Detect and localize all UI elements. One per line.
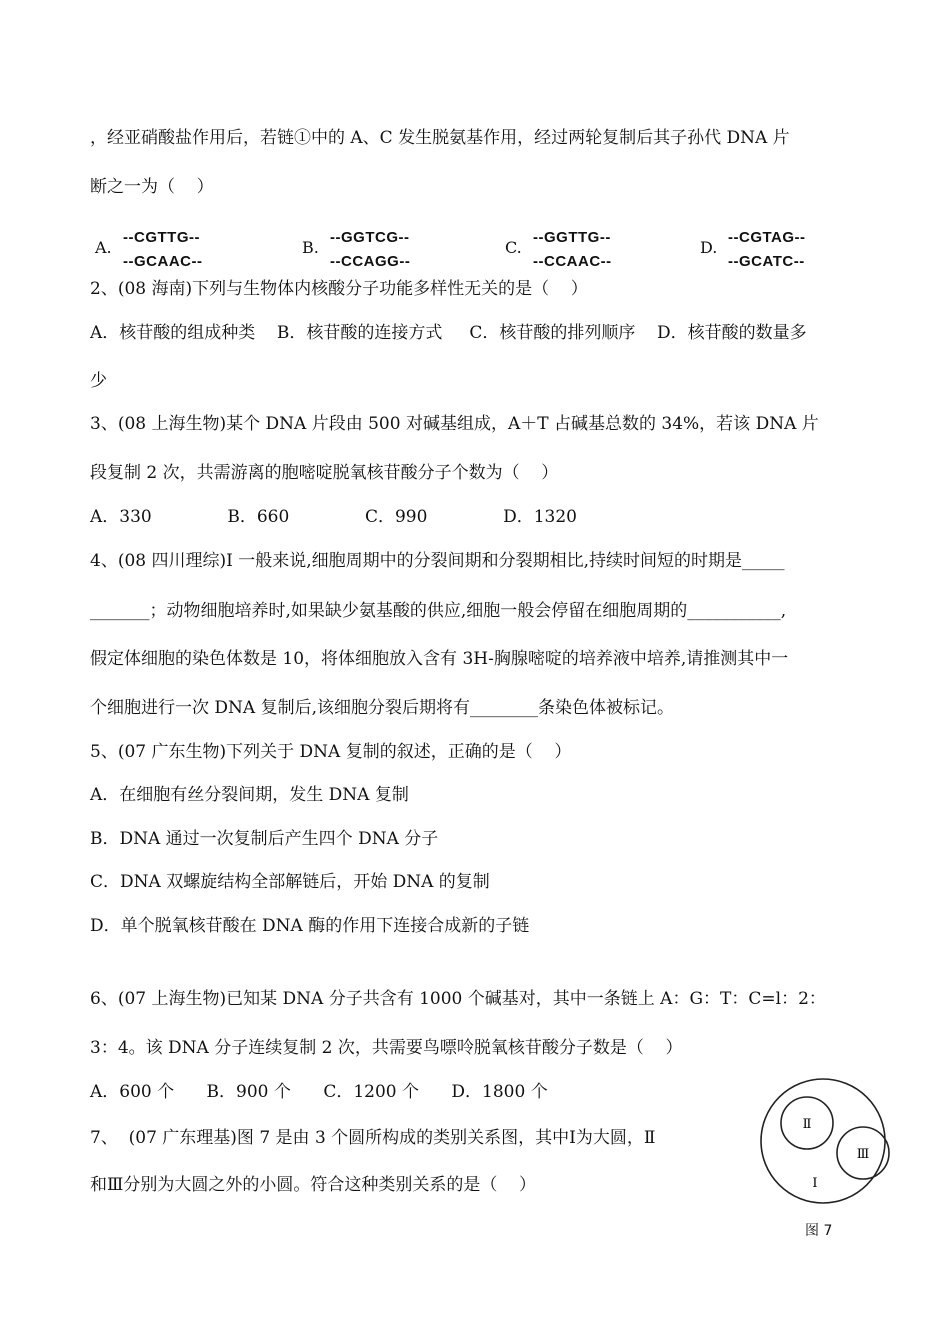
q7-stem-line2: 和Ⅲ分别为大圆之外的小圆。符合这种类别关系的是（ ） xyxy=(90,1175,537,1195)
q3-options: A．330 B．660 C．990 D．1320 xyxy=(90,507,577,527)
q2-options-line1: A．核苷酸的组成种类 B．核苷酸的连接方式 C．核苷酸的排列顺序 D．核苷酸的数量多 xyxy=(90,323,807,343)
q1-options xyxy=(95,226,855,276)
q5-option-c: C．DNA 双螺旋结构全部解链后，开始 DNA 的复制 xyxy=(90,872,490,892)
dna-strand-bottom: --CCAGG-- xyxy=(330,253,411,270)
q4-line1: 4、(08 四川理综)Ⅰ 一般来说,细胞周期中的分裂间期和分裂期相比,持续时间短的时期是_____ xyxy=(90,551,785,571)
q1-text-line2: 断之一为（ ） xyxy=(90,177,214,197)
label-small-left: Ⅱ xyxy=(802,1117,812,1132)
q3-stem-line1: 3、(08 上海生物)某个 DNA 片段由 500 对碱基组成，A＋T 占碱基总数的 34%，若该 DNA 片 xyxy=(90,414,819,434)
q2-stem: 2、(08 海南)下列与生物体内核酸分子功能多样性无关的是（ ） xyxy=(90,279,588,299)
dna-strand-top: --GGTTG-- xyxy=(533,229,611,246)
q6-stem-line2: 3：4。该 DNA 分子连续复制 2 次，共需要鸟嘌呤脱氧核苷酸分子数是（ ） xyxy=(90,1038,683,1058)
label-small-right: Ⅲ xyxy=(856,1147,870,1162)
q4-line2: _______；动物细胞培养时,如果缺少氨基酸的供应,细胞一般会停留在细胞周期的___________, xyxy=(90,601,787,621)
option-letter: D. xyxy=(700,238,718,257)
q2-options-line2: 少 xyxy=(90,371,107,391)
dna-strand-bottom: --GCAAC-- xyxy=(123,253,203,270)
q5-stem: 5、(07 广东生物)下列关于 DNA 复制的叙述，正确的是（ ） xyxy=(90,742,572,762)
option-letter: C. xyxy=(505,238,522,257)
figure-7 xyxy=(755,1075,895,1250)
circle-large xyxy=(761,1079,885,1203)
venn-diagram xyxy=(755,1075,895,1215)
q5-option-d: D．单个脱氧核苷酸在 DNA 酶的作用下连接合成新的子链 xyxy=(90,916,530,936)
option-letter: A. xyxy=(95,238,112,257)
q6-stem-line1: 6、(07 上海生物)已知某 DNA 分子共含有 1000 个碱基对，其中一条链上 A：G：T：C=l：2： xyxy=(90,989,826,1009)
dna-strand-bottom: --CCAAC-- xyxy=(533,253,612,270)
dna-strand-top: --CGTAG-- xyxy=(728,229,806,246)
q5-option-a: A．在细胞有丝分裂间期，发生 DNA 复制 xyxy=(90,785,409,805)
option-letter: B. xyxy=(302,238,319,257)
dna-strand-top: --GGTCG-- xyxy=(330,229,410,246)
q7-stem-line1: 7、 (07 广东理基)图 7 是由 3 个圆所构成的类别关系图，其中Ⅰ为大圆，Ⅱ xyxy=(90,1128,656,1148)
q6-options: A．600 个 B．900 个 C．1200 个 D．1800 个 xyxy=(90,1082,548,1102)
dna-strand-bottom: --GCATC-- xyxy=(728,253,805,270)
label-large: Ⅰ xyxy=(812,1176,818,1191)
q5-option-b: B．DNA 通过一次复制后产生四个 DNA 分子 xyxy=(90,829,439,849)
dna-strand-top: --CGTTG-- xyxy=(123,229,200,246)
q4-line3: 假定体细胞的染色体数是 10，将体细胞放入含有 3H-胸腺嘧啶的培养液中培养,请推测其中一 xyxy=(90,649,789,669)
figure-caption: 图 7 xyxy=(805,1223,833,1239)
q3-stem-line2: 段复制 2 次，共需游离的胞嘧啶脱氧核苷酸分子个数为（ ） xyxy=(90,463,559,483)
q1-text-line1: ，经亚硝酸盐作用后，若链①中的 A、C 发生脱氨基作用，经过两轮复制后其子孙代 DNA 片 xyxy=(90,128,790,148)
q4-line4: 个细胞进行一次 DNA 复制后,该细胞分裂后期将有________条染色体被标记。 xyxy=(90,698,674,718)
